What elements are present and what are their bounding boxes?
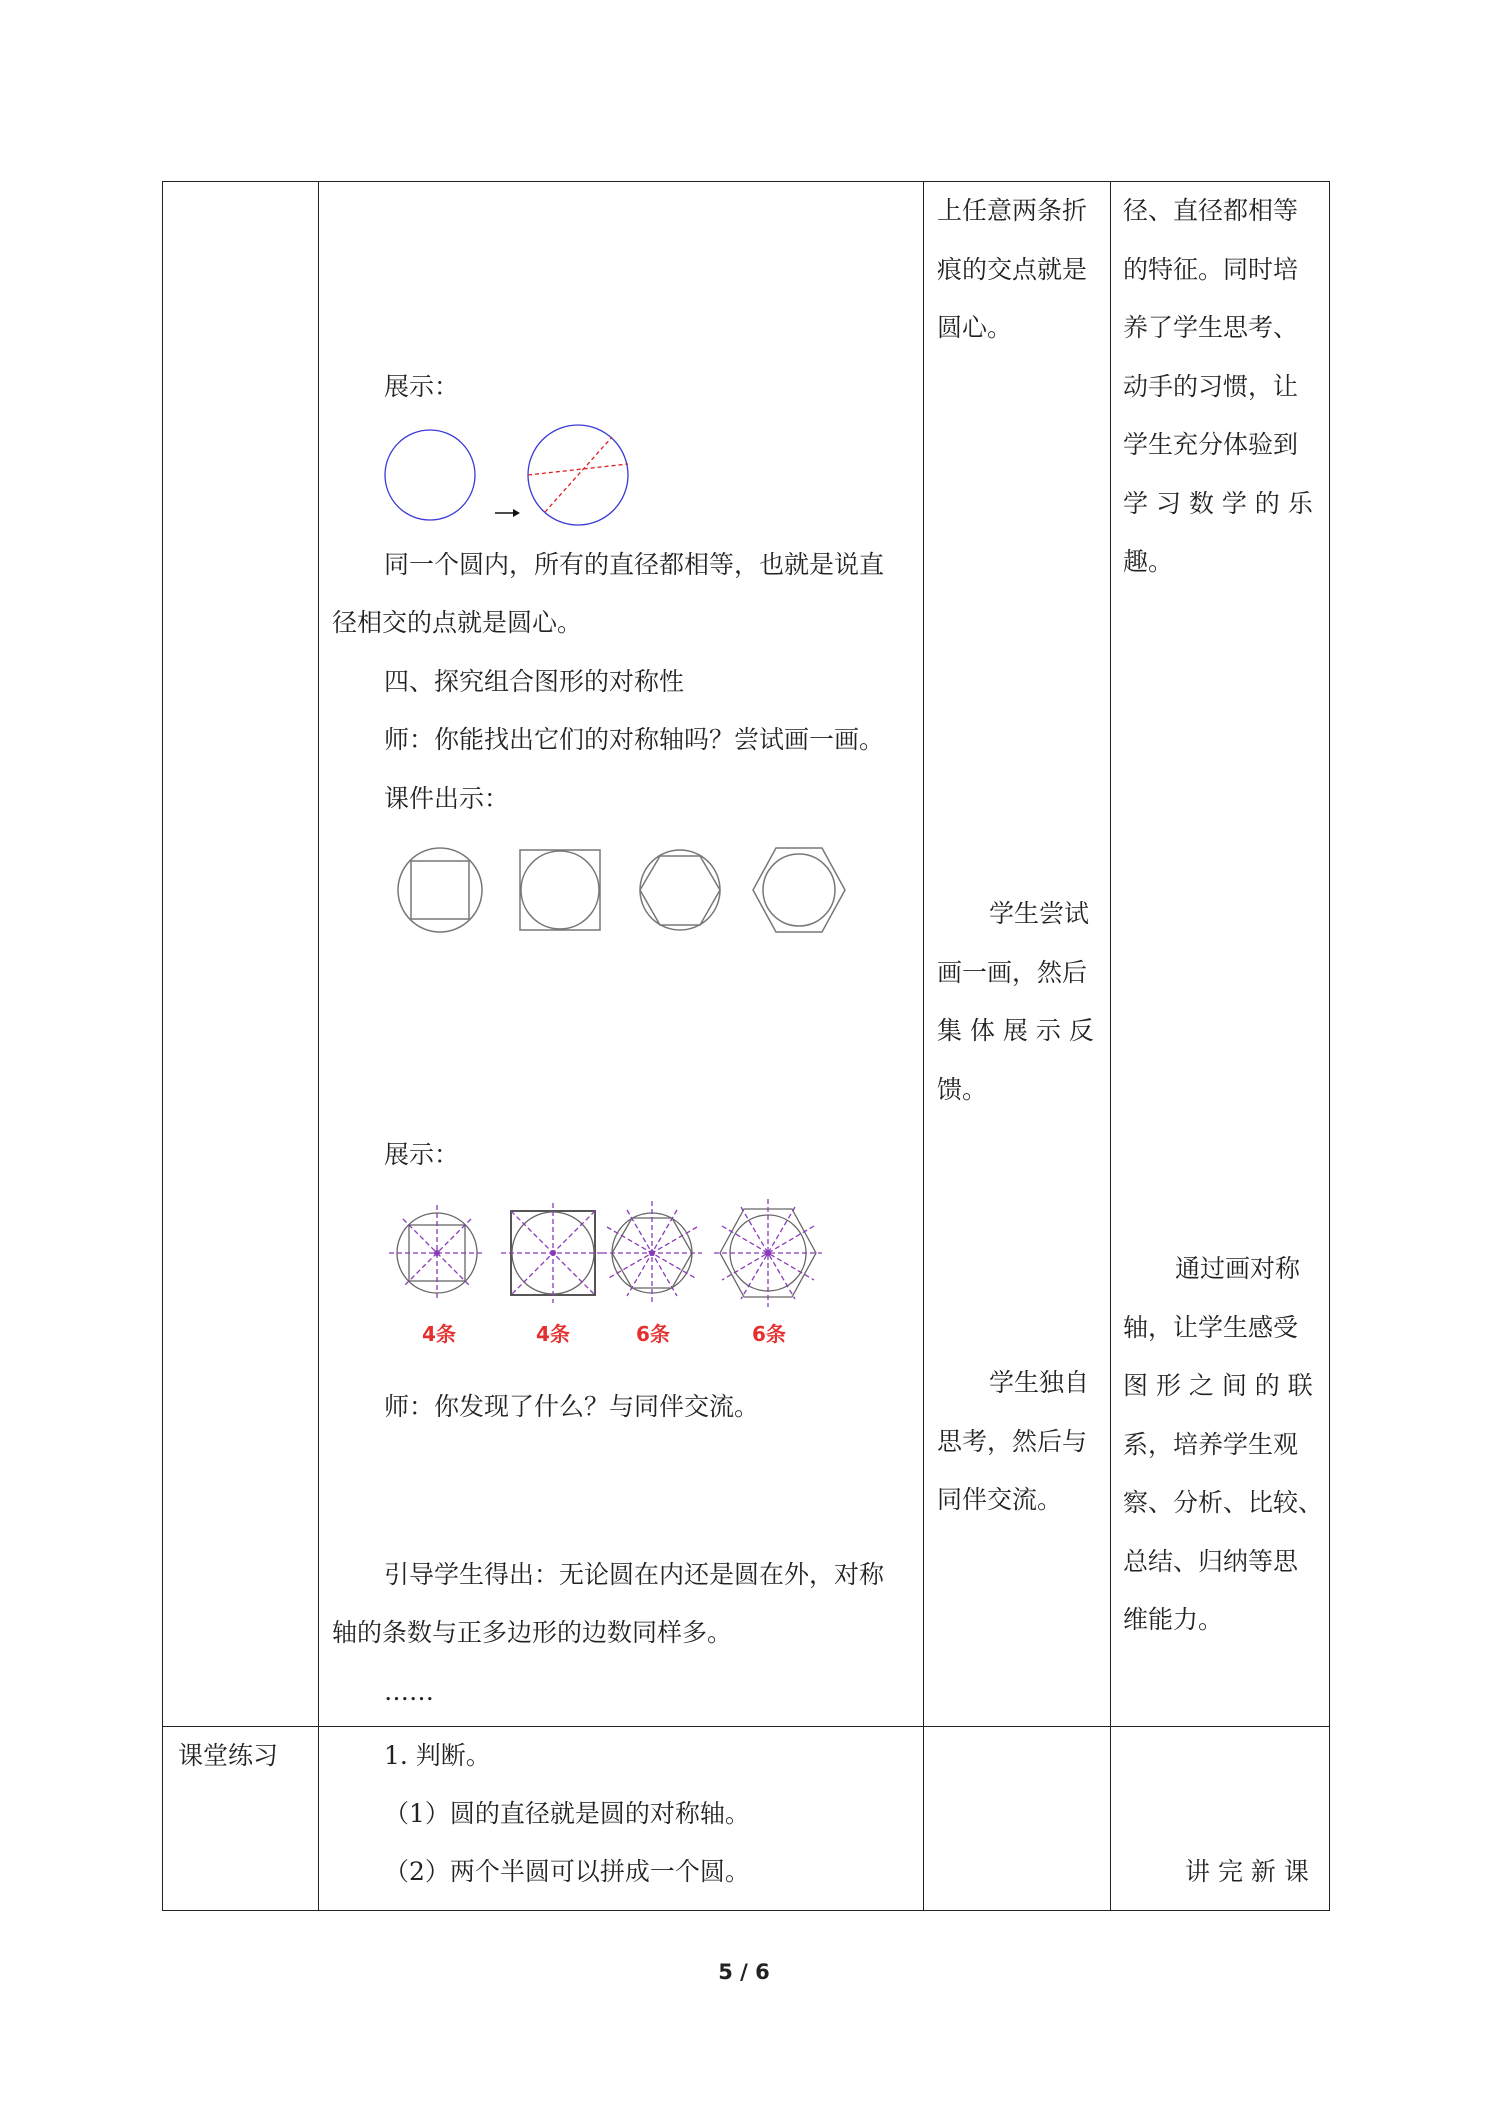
- student-block-1-line-3: 圆心。: [937, 313, 1013, 342]
- intent-block-2-line-6: 总结、归纳等思: [1123, 1546, 1299, 1576]
- design-intent-block-2: [1123, 1240, 1324, 1650]
- table-divider-3: [1110, 181, 1111, 1911]
- intent-block-2-line-3: 图 形 之 间 的 联: [1123, 1371, 1313, 1400]
- intent-block-1-line-1: 径、直径都相等: [1123, 196, 1299, 225]
- diameter-demo-figure: [380, 420, 640, 530]
- table-border-left: [162, 181, 163, 1911]
- student-block-3-line-1: 学生独自: [989, 1368, 1090, 1397]
- intent-block-1-line-2: 的特征。同时培: [1123, 254, 1299, 284]
- page-number: 5 / 6: [718, 1960, 770, 1984]
- intent-block-2-line-1: 通过画对称: [1175, 1254, 1301, 1283]
- axis-count-label-2: 4条: [536, 1322, 570, 1346]
- table-row-divider: [162, 1726, 1329, 1727]
- diameter-line-a: [528, 464, 628, 475]
- intent-block-1-line-5: 学生充分体验到: [1123, 430, 1299, 459]
- design-intent-block-1: [1123, 182, 1320, 592]
- student-block-1-line-1: 上任意两条折: [937, 196, 1088, 225]
- student-block-3-line-2: 思考，然后与: [937, 1426, 1088, 1456]
- student-block-2-line-1: 学生尝试: [989, 899, 1090, 928]
- combined-shapes-figure: [390, 840, 870, 940]
- axis-count-label-1: 4条: [422, 1322, 456, 1346]
- conclusion-line-1: 引导学生得出：无论圆在内还是圆在外，对称: [384, 1560, 885, 1589]
- student-block-1-line-2: 痕的交点就是: [937, 254, 1088, 284]
- section-4-title: 四、探究组合图形的对称性: [384, 667, 685, 696]
- intent-block-2-line-4: 系，培养学生观: [1123, 1429, 1299, 1459]
- table-divider-1: [318, 181, 319, 1911]
- student-block-3-line-3: 同伴交流。: [937, 1485, 1063, 1514]
- student-block-2-line-3: 集 体 展 示 反: [937, 1016, 1094, 1045]
- plain-circle: [385, 430, 475, 520]
- student-block-2-line-2: 画一画，然后: [937, 957, 1088, 987]
- intent-block-2-line-2: 轴，让学生感受: [1123, 1312, 1299, 1342]
- diameter-line-b: [545, 437, 612, 512]
- practice-question-1: （1）圆的直径就是圆的对称轴。: [384, 1799, 750, 1828]
- symmetry-axes-figure: [385, 1195, 835, 1325]
- hexagon-in-circle: [640, 850, 720, 930]
- arrow-icon: [495, 509, 520, 517]
- conclusion-line-2: 轴的条数与正多边形的边数同样多。: [332, 1618, 733, 1647]
- intent-block-2-line-7: 维能力。: [1123, 1605, 1224, 1634]
- practice-section-label: 课堂练习: [178, 1741, 279, 1770]
- teacher-question-1: 师：你能找出它们的对称轴吗？尝试画一画。: [384, 725, 885, 754]
- axis-count-label-4: 6条: [752, 1322, 786, 1346]
- teacher-question-2: 师：你发现了什么？与同伴交流。: [384, 1392, 760, 1421]
- axis-count-label-3: 6条: [636, 1322, 670, 1346]
- intent-block-1-line-6: 学 习 数 学 的 乐: [1123, 488, 1313, 518]
- diameter-text-line-1: 同一个圆内，所有的直径都相等，也就是说直: [384, 550, 885, 579]
- student-activity-block-3: [937, 1354, 1107, 1530]
- axes-square-in-circle: [389, 1205, 485, 1301]
- circle-in-square: [520, 850, 600, 930]
- student-activity-block-1: [937, 182, 1107, 358]
- diameter-text-line-2: 径相交的点就是圆心。: [332, 608, 583, 637]
- student-activity-block-2: [937, 885, 1107, 1119]
- practice-item-title: 1. 判断。: [384, 1741, 491, 1770]
- ellipsis: ……: [384, 1677, 434, 1706]
- axes-circle-in-square: [501, 1203, 605, 1303]
- circle-in-hexagon: [753, 848, 845, 932]
- intent-block-2-line-5: 察、分析、比较、: [1123, 1488, 1324, 1517]
- student-block-2-line-4: 馈。: [937, 1074, 988, 1104]
- table-border-bottom: [162, 1910, 1329, 1911]
- intent-block-3-line: 讲 完 新 课: [1185, 1857, 1309, 1886]
- table-border-right: [1329, 181, 1330, 1911]
- practice-question-2: （2）两个半圆可以拼成一个圆。: [384, 1857, 750, 1886]
- square-in-circle: [398, 848, 482, 932]
- axes-hexagon-in-circle: [602, 1201, 702, 1305]
- axes-circle-in-hexagon: [714, 1199, 822, 1307]
- intent-block-1-line-4: 动手的习惯，让: [1123, 371, 1299, 401]
- show-label-2: 展示：: [384, 1140, 460, 1169]
- courseware-label: 课件出示：: [384, 784, 510, 813]
- table-divider-2: [923, 181, 924, 1911]
- intent-block-1-line-3: 养了学生思考、: [1123, 313, 1299, 342]
- intent-block-1-line-7: 趣。: [1123, 547, 1174, 576]
- show-label-1: 展示：: [384, 372, 460, 401]
